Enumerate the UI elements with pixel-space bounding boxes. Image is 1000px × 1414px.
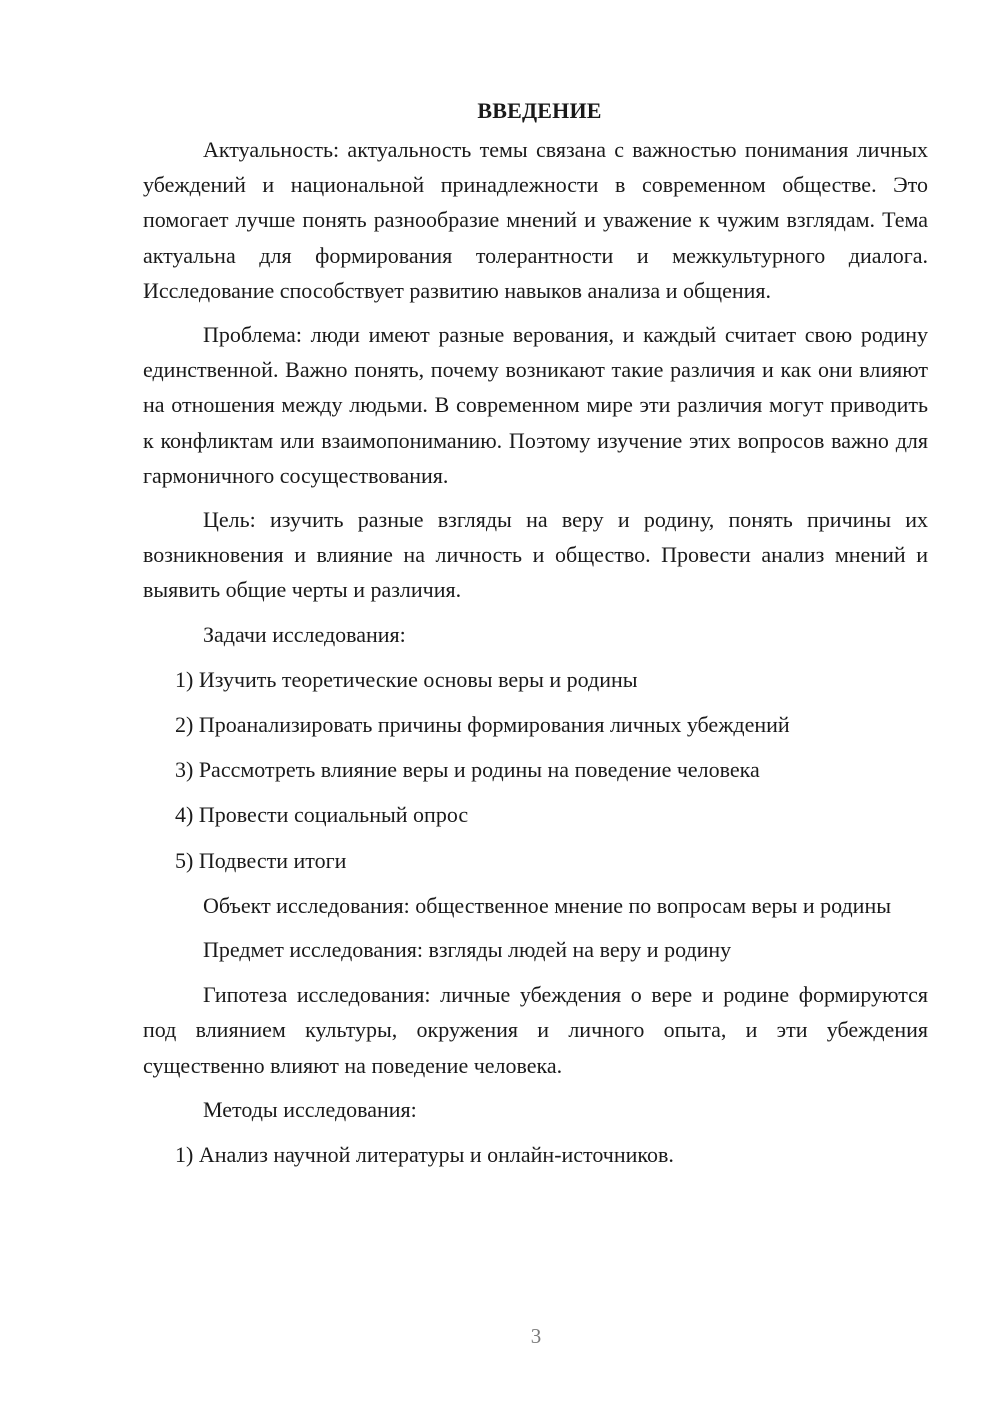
- subject-paragraph: Предмет исследования: взгляды людей на веру и родину: [203, 937, 732, 963]
- relevance-paragraph: Актуальность: актуальность темы связана с важностью понимания личных убеждений и национальной принадлежности в современном обществе. Это помогает лучше понять разнообразие мнений и уважение к чужим взглядам. Тема актуальна для формирования толерантности и межкультурного диалога. Исследование способствует развитию навыков анализа и общения.: [143, 137, 928, 303]
- method-item-1: 1) Анализ научной литературы и онлайн-источников.: [175, 1142, 674, 1168]
- task-item-1: 1) Изучить теоретические основы веры и родины: [175, 666, 638, 692]
- task-item-3: 3) Рассмотреть влияние веры и родины на поведение человека: [175, 757, 760, 783]
- section-heading: ВВЕДЕНИЕ: [477, 98, 602, 123]
- task-item-4: 4) Провести социальный опрос: [175, 802, 469, 828]
- tasks-heading: Задачи исследования:: [203, 621, 406, 647]
- object-paragraph: Объект исследования: общественное мнение по вопросам веры и родины: [203, 892, 891, 918]
- page-content: [143, 93, 928, 1182]
- task-item-5: 5) Подвести итоги: [175, 847, 347, 873]
- task-item-2: 2) Проанализировать причины формирования личных убеждений: [175, 712, 790, 738]
- methods-heading: Методы исследования:: [203, 1096, 417, 1122]
- goal-paragraph: Цель: изучить разные взгляды на веру и родину, понять причины их возникновения и влияние на личность и общество. Провести анализ мнений и выявить общие черты и различия.: [143, 507, 928, 603]
- problem-paragraph: Проблема: люди имеют разные верования, и каждый считает свою родину единственной. Важно понять, почему возникают такие различия и как они влияют на отношения между людьми. В современном мире эти различия могут приводить к конфликтам или взаимопониманию. Поэтому изучение этих вопросов важно для гармоничного сосуществования.: [143, 322, 928, 488]
- page-number: 3: [530, 1324, 542, 1348]
- hypothesis-paragraph: Гипотеза исследования: личные убеждения о вере и родине формируются под влиянием культуры, окружения и личного опыта, и эти убеждения существенно влияют на поведение человека.: [143, 982, 928, 1078]
